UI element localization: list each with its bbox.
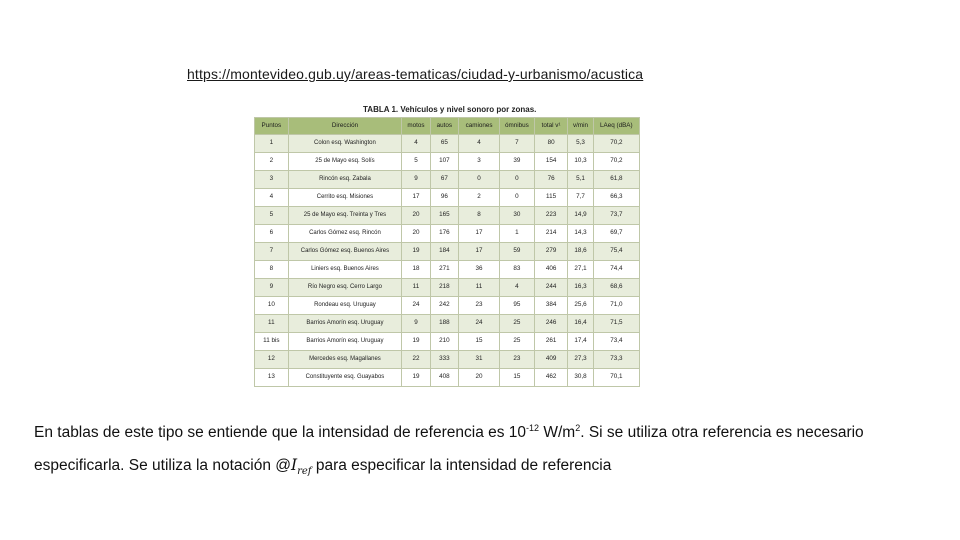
table-cell: 384: [534, 297, 568, 315]
table-cell: Barrios Amorín esq. Uruguay: [288, 315, 402, 333]
table-cell: 107: [430, 153, 458, 171]
table-caption: TABLA 1. Vehículos y nivel sonoro por zonas.: [363, 105, 537, 114]
table-cell: 31: [459, 351, 500, 369]
table-cell: 73,7: [593, 207, 639, 225]
table-cell: 70,1: [593, 369, 639, 387]
table-cell: 462: [534, 369, 568, 387]
table-cell: 10,3: [568, 153, 593, 171]
table-cell: Rondeau esq. Uruguay: [288, 297, 402, 315]
table-cell: 19: [402, 333, 430, 351]
table-cell: 70,2: [593, 153, 639, 171]
table-cell: 210: [430, 333, 458, 351]
table-cell: 12: [255, 351, 289, 369]
table-cell: 68,6: [593, 279, 639, 297]
table-cell: 17: [459, 225, 500, 243]
table-cell: Carlos Gómez esq. Buenos Aires: [288, 243, 402, 261]
table-cell: 96: [430, 189, 458, 207]
table-cell: 6: [255, 225, 289, 243]
table-cell: 18,6: [568, 243, 593, 261]
table-cell: 74,4: [593, 261, 639, 279]
table-cell: 69,7: [593, 225, 639, 243]
table-cell: 242: [430, 297, 458, 315]
paragraph-line-2: especificarla. Se utiliza la notación $@I_{ref}$ para especificar la intensidad de referencia: [34, 456, 612, 477]
table-cell: 184: [430, 243, 458, 261]
table-cell: 75,4: [593, 243, 639, 261]
table-cell: Carlos Gómez esq. Rincón: [288, 225, 402, 243]
table-row: [255, 351, 640, 369]
table-cell: 20: [402, 207, 430, 225]
table-cell: Constituyente esq. Guayabos: [288, 369, 402, 387]
table-cell: 165: [430, 207, 458, 225]
table-row: [255, 189, 640, 207]
table-cell: 11 bis: [255, 333, 289, 351]
table-cell: 5: [402, 153, 430, 171]
table-cell: 30,8: [568, 369, 593, 387]
table-row: [255, 135, 640, 153]
table-cell: 218: [430, 279, 458, 297]
table-cell: 95: [500, 297, 535, 315]
table-cell: 406: [534, 261, 568, 279]
table-cell: 4: [402, 135, 430, 153]
table-row: [255, 153, 640, 171]
column-header: total v¹: [534, 118, 568, 135]
table-row: [255, 315, 640, 333]
table-cell: 22: [402, 351, 430, 369]
table-cell: 223: [534, 207, 568, 225]
table-cell: 5: [255, 207, 289, 225]
table-cell: 20: [459, 369, 500, 387]
table-row: [255, 333, 640, 351]
table-cell: Cerrito esq. Misiones: [288, 189, 402, 207]
table-cell: 8: [459, 207, 500, 225]
table-cell: 14,9: [568, 207, 593, 225]
table-cell: 19: [402, 243, 430, 261]
table-cell: 176: [430, 225, 458, 243]
table-cell: 39: [500, 153, 535, 171]
table-cell: 11: [402, 279, 430, 297]
table-cell: 23: [500, 351, 535, 369]
table-cell: 66,3: [593, 189, 639, 207]
table-cell: 17: [459, 243, 500, 261]
table-cell: 16,3: [568, 279, 593, 297]
table-cell: 7,7: [568, 189, 593, 207]
table-cell: 20: [402, 225, 430, 243]
table-cell: 24: [402, 297, 430, 315]
table-cell: 36: [459, 261, 500, 279]
table-row: [255, 297, 640, 315]
intensity-ref-symbol: $I_{ref}$: [290, 456, 312, 477]
table-cell: 15: [500, 369, 535, 387]
table-cell: 246: [534, 315, 568, 333]
table-cell: 17,4: [568, 333, 593, 351]
table-cell: 0: [459, 171, 500, 189]
column-header: LAeq (dBA): [593, 118, 639, 135]
table-cell: 11: [255, 315, 289, 333]
table-cell: 5,3: [568, 135, 593, 153]
table-cell: 71,0: [593, 297, 639, 315]
table-cell: 59: [500, 243, 535, 261]
table-row: [255, 279, 640, 297]
table-cell: 7: [255, 243, 289, 261]
table-cell: 10: [255, 297, 289, 315]
table-cell: 244: [534, 279, 568, 297]
column-header: v/min: [568, 118, 593, 135]
table-cell: 25: [500, 315, 535, 333]
table-cell: 19: [402, 369, 430, 387]
table-cell: 271: [430, 261, 458, 279]
table-cell: 25: [500, 333, 535, 351]
table-cell: 2: [255, 153, 289, 171]
table-cell: 67: [430, 171, 458, 189]
table-cell: 188: [430, 315, 458, 333]
table-cell: 73,4: [593, 333, 639, 351]
table-cell: 333: [430, 351, 458, 369]
table-row: [255, 243, 640, 261]
table-cell: 70,2: [593, 135, 639, 153]
table-header-row: [255, 118, 640, 135]
column-header: Dirección: [288, 118, 402, 135]
table-cell: 409: [534, 351, 568, 369]
column-header: camiones: [459, 118, 500, 135]
table-cell: 1: [255, 135, 289, 153]
table-cell: 65: [430, 135, 458, 153]
table-row: [255, 171, 640, 189]
table-cell: Río Negro esq. Cerro Largo: [288, 279, 402, 297]
table-cell: 83: [500, 261, 535, 279]
vehicles-noise-table: [254, 117, 640, 387]
table-cell: 8: [255, 261, 289, 279]
table-cell: 17: [402, 189, 430, 207]
table-cell: 3: [459, 153, 500, 171]
column-header: motos: [402, 118, 430, 135]
table-cell: 5,1: [568, 171, 593, 189]
table-cell: 14,3: [568, 225, 593, 243]
table-cell: 2: [459, 189, 500, 207]
table-row: [255, 369, 640, 387]
table-cell: 15: [459, 333, 500, 351]
table-cell: 73,3: [593, 351, 639, 369]
acoustics-source-link[interactable]: https://montevideo.gub.uy/areas-tematicas/ciudad-y-urbanismo/acustica: [187, 66, 644, 82]
table-cell: 18: [402, 261, 430, 279]
table-cell: 27,1: [568, 261, 593, 279]
table-cell: 25 de Mayo esq. Solís: [288, 153, 402, 171]
table-row: [255, 225, 640, 243]
table-cell: Liniers esq. Buenos Aires: [288, 261, 402, 279]
column-header: Puntos: [255, 118, 289, 135]
table-cell: 408: [430, 369, 458, 387]
table-cell: 76: [534, 171, 568, 189]
table-cell: Rincón esq. Zabala: [288, 171, 402, 189]
table-cell: 16,4: [568, 315, 593, 333]
table-cell: 279: [534, 243, 568, 261]
table-cell: 71,5: [593, 315, 639, 333]
table-cell: Barrios Amorín esq. Uruguay: [288, 333, 402, 351]
table-cell: 3: [255, 171, 289, 189]
table-cell: Mercedes esq. Magallanes: [288, 351, 402, 369]
column-header: ómnibus: [500, 118, 535, 135]
table-cell: 0: [500, 171, 535, 189]
table-cell: 115: [534, 189, 568, 207]
table-cell: 9: [255, 279, 289, 297]
table-cell: 4: [500, 279, 535, 297]
paragraph-line-1: En tablas de este tipo se entiende que la intensidad de referencia es $10^{-12}$ $W/m^2$. Si se utiliza otra referencia es necesario: [34, 423, 864, 441]
table-cell: 7: [500, 135, 535, 153]
table-cell: 1: [500, 225, 535, 243]
table-cell: 261: [534, 333, 568, 351]
column-header: autos: [430, 118, 458, 135]
table-cell: 24: [459, 315, 500, 333]
table-row: [255, 207, 640, 225]
table-cell: 214: [534, 225, 568, 243]
table-cell: 0: [500, 189, 535, 207]
table-cell: 30: [500, 207, 535, 225]
table-cell: 61,8: [593, 171, 639, 189]
table-cell: 11: [459, 279, 500, 297]
table-cell: 80: [534, 135, 568, 153]
table-cell: 13: [255, 369, 289, 387]
table-cell: 25,6: [568, 297, 593, 315]
table-cell: 25 de Mayo esq. Treinta y Tres: [288, 207, 402, 225]
table-cell: 27,3: [568, 351, 593, 369]
table-row: [255, 261, 640, 279]
table-cell: 9: [402, 315, 430, 333]
table-cell: 9: [402, 171, 430, 189]
table-cell: 23: [459, 297, 500, 315]
table-cell: 4: [459, 135, 500, 153]
table-cell: Colon esq. Washington: [288, 135, 402, 153]
table-cell: 4: [255, 189, 289, 207]
table-cell: 154: [534, 153, 568, 171]
